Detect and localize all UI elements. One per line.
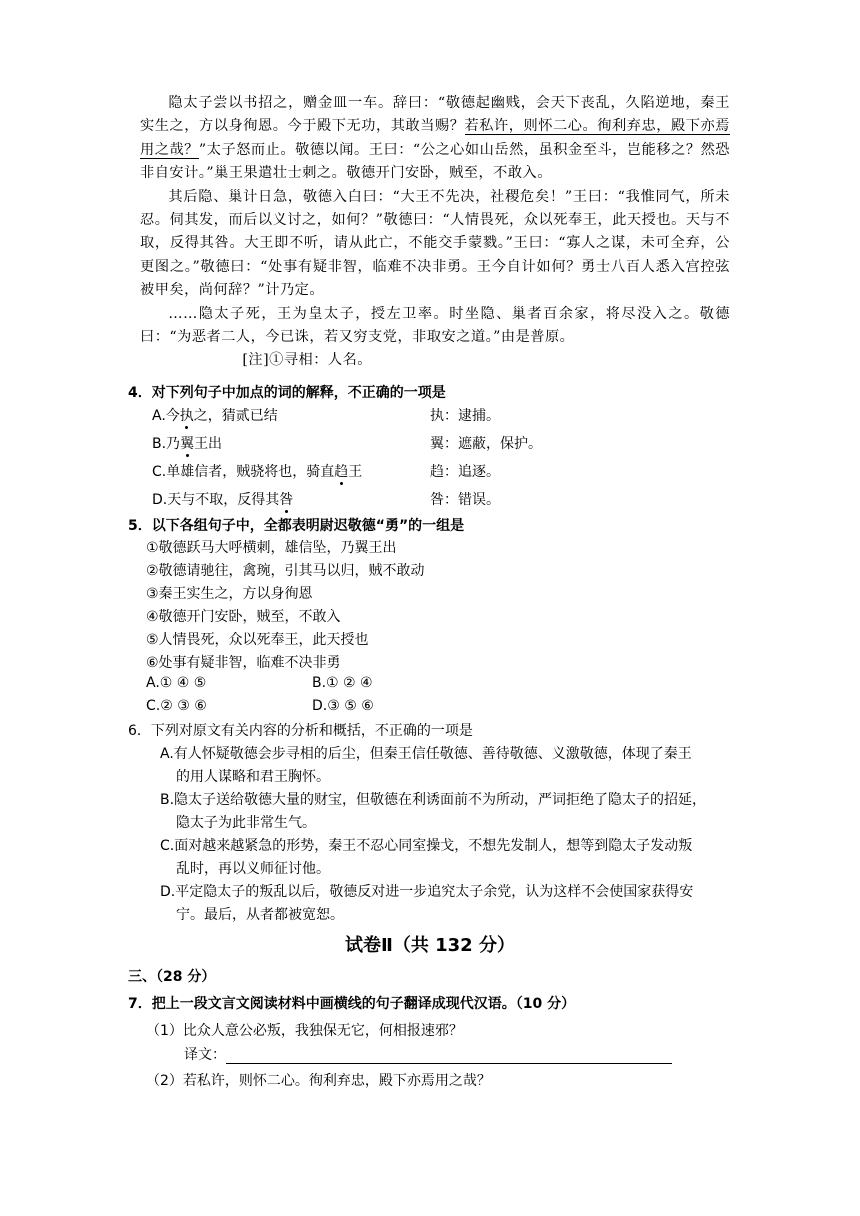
q4-option-d[interactable]: D.天与不取，反得其咎 xyxy=(152,492,294,508)
q6-option-b[interactable]: B.隐太子送给敬德大量的财宝，但敬德在利诱面前不为所动，严词拒绝了隐太子的招延， xyxy=(160,792,707,808)
passage-paragraph-3: ……隐太子死，王为皇太子，授左卫率。时坐隐、巢者百余家，将尽没入之。敬德曰：“为恶者二人，今已诛，若又穷支党，非取安之道。”由是普原。 xyxy=(140,305,730,346)
q4-option-a[interactable]: A.今执之，猜贰已结 xyxy=(152,408,278,424)
question-5-stem: 5．以下各组句子中，全都表明尉迟敬德“勇”的一组是 xyxy=(128,518,465,534)
q5-item: ⑤人情畏死，众以死奉王，此天授也 xyxy=(146,632,369,648)
q4-option-b[interactable]: B.乃翼王出 xyxy=(152,436,223,452)
emphasis-dot-word: 翼 xyxy=(180,436,195,452)
q5-item: ④敬德开门安卧，贼至，不敢入 xyxy=(146,609,341,625)
passage-paragraph-1 xyxy=(140,92,730,186)
q7-sentence-2: （2）若私许，则怀二心。徇利弃忠，殿下亦焉用之哉？ xyxy=(146,1073,491,1089)
section-3-heading: 三、（28 分） xyxy=(128,969,216,985)
emphasis-dot-word: 咎 xyxy=(279,492,294,508)
passage-paragraph-2: 其后隐、巢计日急，敬德入白曰：“大王不先决，社稷危矣！”王曰：“我惟同气，所未忍。伺其发，而后以义讨之，如何？”敬德曰：“人情畏死，众以死奉王，此天授也。天与不取，反得其咎。大王即不听，请从此亡，不能交手蒙戮。”王曰：“寡人之谋，未可全弃，公更图之。”敬德曰：“处事有疑非智，临难不决非勇。王今自计如何？勇士八百人悉入宫控弦被甲矣，尚何辞？”计乃定。 xyxy=(140,188,730,299)
question-4-stem: 4．对下列句子中加点的词的解释，不正确的一项是 xyxy=(128,385,446,401)
underlined-sentence: 若私许，则怀二心。徇利弃忠，殿下亦焉用之哉？ xyxy=(140,118,730,158)
q7-answer-line[interactable] xyxy=(184,1044,672,1064)
emphasis-dot-word: 趋 xyxy=(334,464,349,480)
q5-item: ⑥处事有疑非智，临难不决非勇 xyxy=(146,655,341,671)
q4-option-a-explanation: 执：逮捕。 xyxy=(430,408,500,424)
q4-option-c[interactable]: C.单雄信者，贼骁将也，骑直趋王 xyxy=(152,464,363,480)
q6-option-a-cont: 的用人谋略和君王胸怀。 xyxy=(176,769,330,785)
classical-passage xyxy=(140,92,730,373)
question-6-stem: 6．下列对原文有关内容的分析和概括，不正确的一项是 xyxy=(128,723,473,739)
q4-option-c-explanation: 趋：追逐。 xyxy=(430,464,500,480)
q5-option-b[interactable]: B.① ② ④ xyxy=(312,675,373,691)
q6-option-c-cont: 乱时，再以义师征讨他。 xyxy=(176,861,330,877)
part-2-title: 试卷Ⅱ（共 132 分） xyxy=(345,935,515,956)
answer-blank[interactable] xyxy=(226,1049,672,1064)
q6-option-b-cont: 隐太子为此非常生气。 xyxy=(176,815,316,831)
q5-option-a[interactable]: A.① ④ ⑤ xyxy=(146,675,207,691)
q5-option-d[interactable]: D.③ ⑤ ⑥ xyxy=(312,698,374,714)
q6-option-c[interactable]: C.面对越来越紧急的形势，秦王不忍心同室操戈，不想先发制人，想等到隐太子发动叛 xyxy=(160,838,693,854)
passage-footnote: [注]①寻相：人名。 xyxy=(242,352,372,369)
q6-option-d-cont: 宁。最后，从者都被宽恕。 xyxy=(176,907,344,923)
q7-sentence-1: （1）比众人意公必叛，我独保无它，何相报速邪？ xyxy=(146,1023,463,1039)
q4-option-b-explanation: 翼：遮蔽，保护。 xyxy=(430,436,542,452)
q6-option-d[interactable]: D.平定隐太子的叛乱以后，敬德反对进一步追究太子余党，认为这样不会使国家获得安 xyxy=(160,884,694,900)
q5-item: ③秦王实生之，方以身徇恩 xyxy=(146,586,313,602)
q5-item: ①敬德跃马大呼横刺，雄信坠，乃翼王出 xyxy=(146,540,397,556)
q5-option-c[interactable]: C.② ③ ⑥ xyxy=(146,698,207,714)
q5-item: ②敬德请驰往，禽琬，引其马以归，贼不敢动 xyxy=(146,563,425,579)
question-7-stem: 7．把上一段文言文阅读材料中画横线的句子翻译成现代汉语。（10 分） xyxy=(128,996,576,1012)
emphasis-dot-word: 执 xyxy=(179,408,194,424)
passage-text: 隐太子尝以书招之，赠金皿一车。辞曰：“敬德起幽贱，会天下丧乱，久陷逆地，秦王实生之，方以身徇恩。今于殿下无功，其敢当赐？ xyxy=(140,95,730,135)
passage-text: ”太子怒而止。敬德以闻。王曰：“公之心如山岳然，虽积金至斗，岂能移之？然恐非自安计。”巢王果遣壮士刺之。敬德开门安卧，贼至，不敢入。 xyxy=(140,141,730,182)
q6-option-a[interactable]: A.有人怀疑敬德会步寻相的后尘，但秦王信任敬德、善待敬德、义激敬德，体现了秦王 xyxy=(160,746,692,762)
q4-option-d-explanation: 咎：错误。 xyxy=(430,492,500,508)
answer-label: 译文： xyxy=(184,1047,226,1063)
